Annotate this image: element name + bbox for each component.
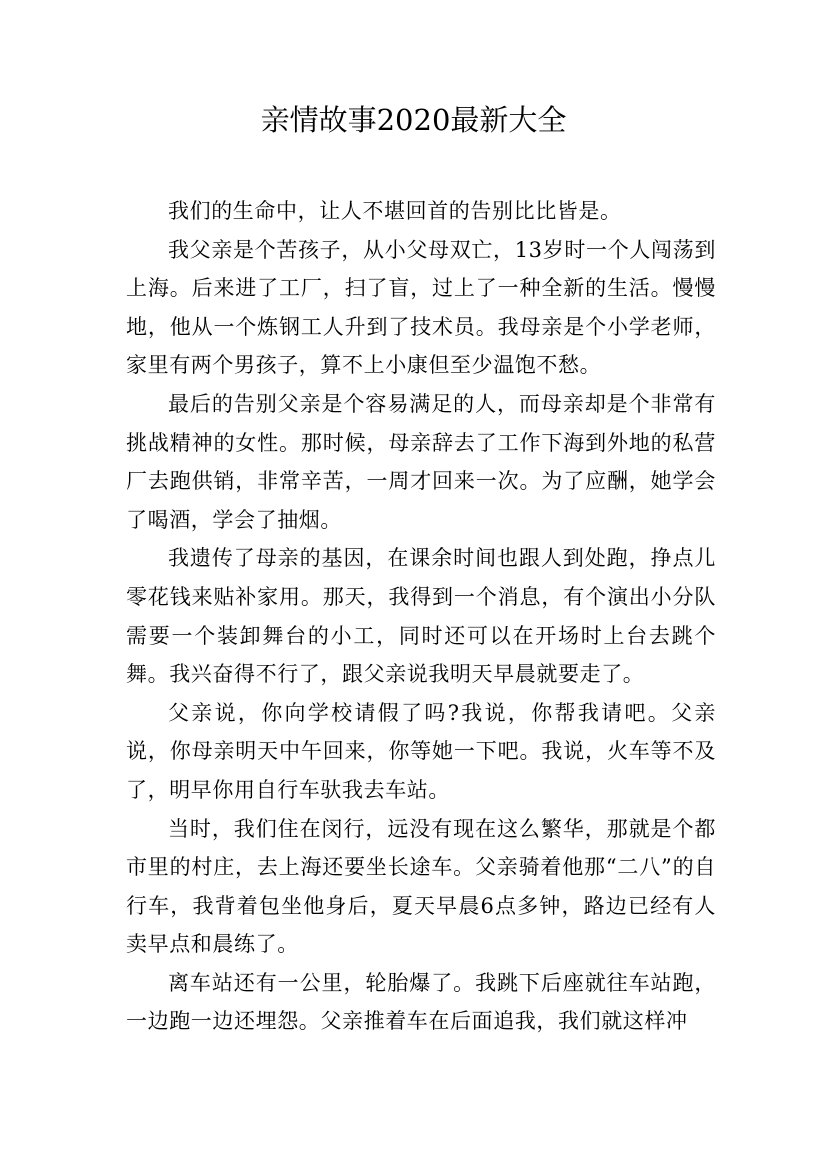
- paragraph-6: 当时，我们住在闵行，远没有现在这么繁华，那就是个都市里的村庄，去上海还要坐长途车。父亲骑着他那“二八”的自行车，我背着包坐他身后，夏天早晨6点多钟，路边已经有人卖早点和晨练了。: [126, 816, 716, 957]
- paragraph-1: 我们的生命中，让人不堪回首的告别比比皆是。: [168, 199, 622, 223]
- document-title: 亲情故事2020最新大全: [260, 103, 567, 137]
- paragraph-5: 父亲说，你向学校请假了吗?我说，你帮我请吧。父亲说，你母亲明天中午回来，你等她一下吧。我说，火车等不及了，明早你用自行车驮我去车站。: [126, 700, 716, 802]
- paragraph-3: 最后的告别父亲是个容易满足的人，而母亲却是个非常有挑战精神的女性。那时候，母亲辞去了工作下海到外地的私营厂去跑供销，非常辛苦，一周才回来一次。为了应酬，她学会了喝酒，学会了抽烟。: [126, 391, 716, 532]
- paragraph-4: 我遗传了母亲的基因，在课余时间也跟人到处跑，挣点儿零花钱来贴补家用。那天，我得到一个消息，有个演出小分队需要一个装卸舞台的小工，同时还可以在开场时上台去跳个舞。我兴奋得不行了，跟父亲说我明天早晨就要走了。: [126, 546, 716, 687]
- document-body: [126, 192, 716, 1041]
- paragraph-2: 我父亲是个苦孩子，从小父母双亡，13岁时一个人闯荡到上海。后来进了工厂，扫了盲，过上了一种全新的生活。慢慢地，他从一个炼钢工人升到了技术员。我母亲是个小学老师，家里有两个男孩子，算不上小康但至少温饱不愁。: [126, 237, 716, 378]
- paragraph-7: 离车站还有一公里，轮胎爆了。我跳下后座就往车站跑，一边跑一边还埋怨。父亲推着车在后面追我，我们就这样冲: [126, 970, 716, 1034]
